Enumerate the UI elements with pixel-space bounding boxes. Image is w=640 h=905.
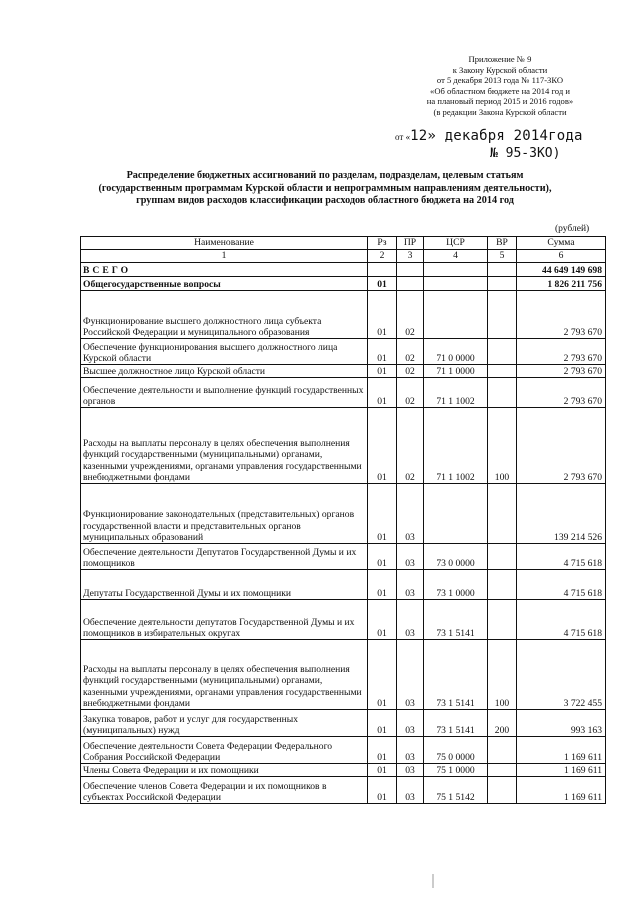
cell-pr: 02 — [397, 339, 424, 365]
document-title — [70, 170, 580, 208]
cell-vr: 100 — [488, 408, 517, 484]
table-row — [81, 291, 606, 339]
cell-csr: 71 1 1002 — [424, 408, 488, 484]
cell-sum: 139 214 526 — [517, 484, 606, 544]
cell-vr — [488, 365, 517, 378]
cell-sum: 2 793 670 — [517, 339, 606, 365]
column-number: 4 — [424, 250, 488, 263]
cell-vr — [488, 600, 517, 640]
cell-vr: 200 — [488, 710, 517, 737]
table-row — [81, 710, 606, 737]
cell-csr: 75 1 0000 — [424, 764, 488, 777]
cell-pr: 02 — [397, 408, 424, 484]
cell-rz: 01 — [368, 277, 397, 291]
table-row — [81, 570, 606, 600]
cell-sum: 4 715 618 — [517, 600, 606, 640]
cell-vr: 100 — [488, 640, 517, 710]
cell-vr — [488, 544, 517, 570]
table-row — [81, 544, 606, 570]
cell-csr — [424, 263, 488, 277]
cell-sum: 1 169 611 — [517, 737, 606, 764]
column-number: 6 — [517, 250, 606, 263]
column-header-sum: Сумма — [517, 237, 606, 250]
header-line: Приложение № 9 — [468, 54, 532, 64]
cell-pr: 03 — [397, 600, 424, 640]
cell-csr: 73 1 5141 — [424, 710, 488, 737]
amendment-number: № 95-ЗКО) — [490, 146, 561, 161]
table-row — [81, 764, 606, 777]
header-line: (в редакции Закона Курской области — [433, 106, 567, 117]
cell-sum: 4 715 618 — [517, 544, 606, 570]
amendment-prefix: от « — [395, 132, 411, 142]
units-label: (рублей) — [555, 224, 590, 234]
cell-pr: 03 — [397, 570, 424, 600]
amendment-month-year: » декабря 2014года — [427, 128, 583, 144]
header-line: «Об областном бюджете на 2014 год и — [430, 85, 570, 96]
cell-vr — [488, 484, 517, 544]
title-line: группам видов расходов классификации расходов областного бюджета на 2014 год — [136, 195, 514, 207]
column-header-vr: ВР — [488, 237, 517, 250]
column-header-pr: ПР — [397, 237, 424, 250]
cell-csr: 73 1 5141 — [424, 640, 488, 710]
cell-name: Депутаты Государственной Думы и их помощники — [81, 570, 368, 600]
cell-name: Закупка товаров, работ и услуг для государственных (муниципальных) нужд — [81, 710, 368, 737]
column-header-name: Наименование — [81, 237, 368, 250]
cell-rz: 01 — [368, 764, 397, 777]
cell-name: Обеспечение деятельности Совета Федерации Федерального Собрания Российской Федерации — [81, 737, 368, 764]
cell-name: Обеспечение членов Совета Федерации и их помощников в субъектах Российской Федерации — [81, 777, 368, 804]
table-header-row — [81, 237, 606, 250]
cell-rz: 01 — [368, 640, 397, 710]
cell-csr: 73 1 5141 — [424, 600, 488, 640]
column-number-row — [81, 250, 606, 263]
cell-rz: 01 — [368, 544, 397, 570]
title-line: Распределение бюджетных ассигнований по разделам, подразделам, целевым статьям — [126, 170, 524, 181]
column-number: 5 — [488, 250, 517, 263]
cell-vr — [488, 777, 517, 804]
table-row — [81, 484, 606, 544]
cell-name: Обеспечение деятельности и выполнение функций государственных органов — [81, 378, 368, 408]
amendment-date — [395, 128, 583, 144]
cell-csr: 73 0 0000 — [424, 544, 488, 570]
cell-name: Расходы на выплаты персоналу в целях обеспечения выполнения функций государственными (муниципальными) органами, казенными учреждениями, органами управления государственными внебюджетными фондами — [81, 640, 368, 710]
table-row — [81, 339, 606, 365]
cell-name: Обеспечение функционирования высшего должностного лица Курской области — [81, 339, 368, 365]
column-number: 3 — [397, 250, 424, 263]
table-row — [81, 378, 606, 408]
cell-rz: 01 — [368, 600, 397, 640]
cell-pr: 03 — [397, 737, 424, 764]
cell-csr — [424, 277, 488, 291]
cell-rz: 01 — [368, 570, 397, 600]
cell-pr — [397, 277, 424, 291]
cell-vr — [488, 378, 517, 408]
scan-mark — [432, 874, 434, 888]
cell-csr: 75 1 5142 — [424, 777, 488, 804]
header-line: от 5 декабря 2013 года № 117-ЗКО — [436, 75, 564, 86]
table-row — [81, 777, 606, 804]
cell-pr: 02 — [397, 378, 424, 408]
cell-vr — [488, 291, 517, 339]
cell-sum: 2 793 670 — [517, 291, 606, 339]
cell-pr — [397, 263, 424, 277]
table-row — [81, 277, 606, 291]
cell-sum: 993 163 — [517, 710, 606, 737]
cell-pr: 02 — [397, 365, 424, 378]
cell-pr: 03 — [397, 710, 424, 737]
table-row — [81, 640, 606, 710]
cell-sum: 1 826 211 756 — [517, 277, 606, 291]
cell-sum: 4 715 618 — [517, 570, 606, 600]
cell-name: Высшее должностное лицо Курской области — [81, 365, 368, 378]
cell-pr: 03 — [397, 544, 424, 570]
cell-name: Общегосударственные вопросы — [81, 277, 368, 291]
cell-rz: 01 — [368, 777, 397, 804]
cell-sum: 1 169 611 — [517, 777, 606, 804]
table-row — [81, 408, 606, 484]
header-line: к Закону Курской области — [452, 64, 548, 75]
cell-sum: 1 169 611 — [517, 764, 606, 777]
cell-vr — [488, 764, 517, 777]
cell-vr — [488, 570, 517, 600]
title-line: (государственным программам Курской области и непрограммным направлениям деятельности), — [98, 182, 552, 194]
cell-sum: 2 793 670 — [517, 408, 606, 484]
cell-rz: 01 — [368, 408, 397, 484]
cell-rz: 01 — [368, 737, 397, 764]
cell-csr: 71 0 0000 — [424, 339, 488, 365]
cell-vr — [488, 263, 517, 277]
cell-name: Функционирование законодательных (представительных) органов государственной власти и представительных органов муниципальных образований — [81, 484, 368, 544]
cell-rz — [368, 263, 397, 277]
cell-sum: 44 649 149 698 — [517, 263, 606, 277]
column-number: 2 — [368, 250, 397, 263]
cell-vr — [488, 737, 517, 764]
budget-table — [80, 236, 606, 804]
cell-rz: 01 — [368, 365, 397, 378]
cell-csr: 73 1 0000 — [424, 570, 488, 600]
cell-rz: 01 — [368, 291, 397, 339]
cell-csr: 75 0 0000 — [424, 737, 488, 764]
cell-rz: 01 — [368, 710, 397, 737]
cell-pr: 03 — [397, 484, 424, 544]
cell-name: Функционирование высшего должностного лица субъекта Российской Федерации и муниципального образования — [81, 291, 368, 339]
cell-rz: 01 — [368, 339, 397, 365]
table-row — [81, 600, 606, 640]
cell-pr: 03 — [397, 764, 424, 777]
appendix-header — [390, 54, 610, 118]
column-number: 1 — [81, 250, 368, 263]
table-row — [81, 263, 606, 277]
cell-sum: 2 793 670 — [517, 378, 606, 408]
column-header-rz: Рз — [368, 237, 397, 250]
column-header-csr: ЦСР — [424, 237, 488, 250]
cell-sum: 2 793 670 — [517, 365, 606, 378]
cell-name: ВСЕГО — [81, 263, 368, 277]
header-line: на плановый период 2015 и 2016 годов» — [426, 96, 574, 107]
cell-pr: 03 — [397, 640, 424, 710]
cell-rz: 01 — [368, 484, 397, 544]
cell-vr — [488, 277, 517, 291]
cell-sum: 3 722 455 — [517, 640, 606, 710]
table-row — [81, 365, 606, 378]
cell-name: Расходы на выплаты персоналу в целях обеспечения выполнения функций государственными (муниципальными) органами, казенными учреждениями, органами управления государственными внебюджетными фондами — [81, 408, 368, 484]
cell-vr — [488, 339, 517, 365]
cell-csr: 71 1 0000 — [424, 365, 488, 378]
cell-csr: 71 1 1002 — [424, 378, 488, 408]
cell-csr — [424, 291, 488, 339]
cell-pr: 03 — [397, 777, 424, 804]
cell-pr: 02 — [397, 291, 424, 339]
cell-name: Обеспечение деятельности депутатов Государственной Думы и их помощников в избирательных округах — [81, 600, 368, 640]
cell-csr — [424, 484, 488, 544]
amendment-day: 12 — [410, 128, 428, 144]
cell-rz: 01 — [368, 378, 397, 408]
cell-name: Члены Совета Федерации и их помощники — [81, 764, 368, 777]
cell-name: Обеспечение деятельности Депутатов Государственной Думы и их помощников — [81, 544, 368, 570]
table-row — [81, 737, 606, 764]
